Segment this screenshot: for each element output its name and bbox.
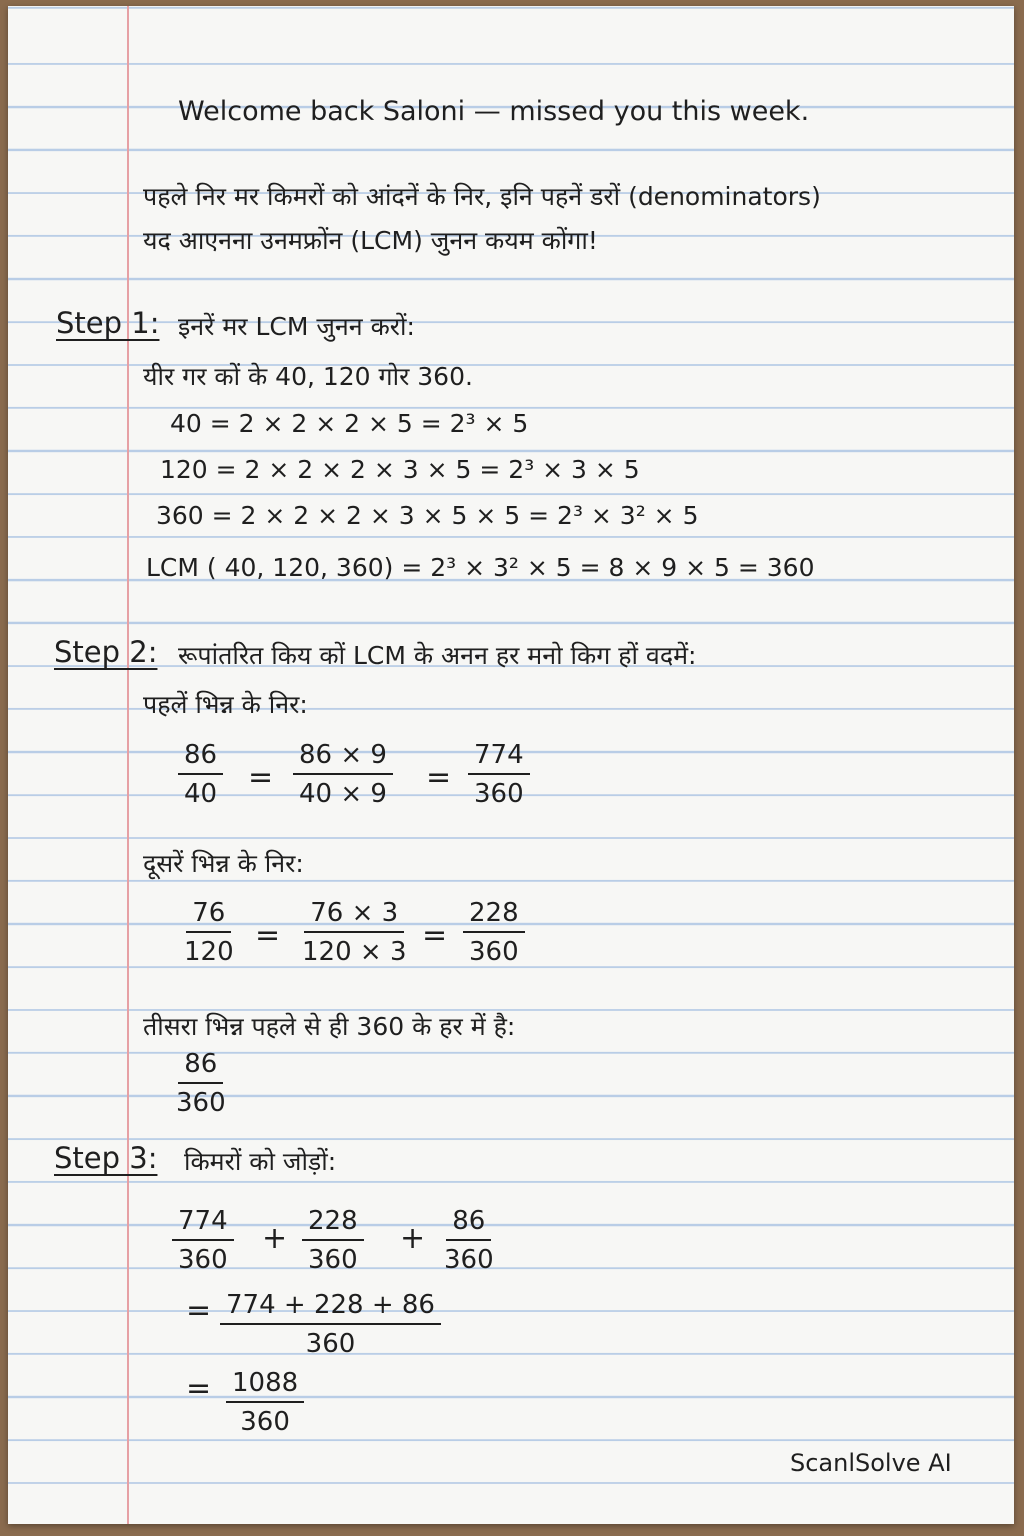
numerator: 774 bbox=[468, 740, 530, 775]
numerator: 86 bbox=[446, 1206, 491, 1241]
denominator: 360 bbox=[308, 1245, 358, 1276]
fraction-228-360 bbox=[302, 1206, 364, 1276]
step1-label: Step 1: bbox=[56, 306, 160, 340]
denominator: 360 bbox=[176, 1088, 226, 1119]
third-fraction-label: तीसरा भिन्न पहले से ही 360 के हर में है: bbox=[143, 1012, 516, 1041]
denominator: 360 bbox=[444, 1245, 494, 1276]
lcm-line: LCM ( 40, 120, 360) = 2³ × 3² × 5 = 8 × 9 × 5 = 360 bbox=[146, 553, 815, 582]
equals-sign: = bbox=[422, 918, 448, 953]
equals-sign: = bbox=[426, 760, 452, 795]
intro-line-1: पहले निर मर किमरों को आंदनें के निर, इनि पहनें डरों (denominators) bbox=[143, 182, 821, 211]
fraction-774-360 bbox=[172, 1206, 234, 1276]
factor-40: 40 = 2 × 2 × 2 × 5 = 2³ × 5 bbox=[170, 409, 529, 438]
step3-heading: किमरों को जोड़ों: bbox=[184, 1147, 337, 1176]
step1-heading: इनरें मर LCM जुनन करों: bbox=[178, 312, 415, 341]
plus-sign: + bbox=[262, 1221, 288, 1256]
greeting-text: Welcome back Saloni — missed you this week. bbox=[178, 96, 810, 127]
fraction-86-360 bbox=[170, 1049, 232, 1119]
denominator: 360 bbox=[469, 937, 519, 968]
step1-subheading: यीर गर कों के 40, 120 गोर 360. bbox=[143, 362, 473, 391]
fraction-774-360 bbox=[468, 740, 530, 810]
numerator: 76 × 3 bbox=[304, 898, 404, 933]
equals-sign: = bbox=[248, 760, 274, 795]
fraction-sum bbox=[220, 1290, 441, 1360]
denominator: 40 × 9 bbox=[299, 779, 387, 810]
second-fraction-label: दूसरें भिन्न के निर: bbox=[143, 849, 304, 878]
factor-120: 120 = 2 × 2 × 2 × 3 × 5 = 2³ × 3 × 5 bbox=[160, 455, 640, 484]
numerator: 774 + 228 + 86 bbox=[220, 1290, 441, 1325]
fraction-86-360 bbox=[438, 1206, 500, 1276]
denominator: 360 bbox=[305, 1329, 356, 1360]
denominator: 360 bbox=[474, 779, 524, 810]
numerator: 228 bbox=[463, 898, 525, 933]
factor-360: 360 = 2 × 2 × 2 × 3 × 5 × 5 = 2³ × 3² × 5 bbox=[156, 501, 699, 530]
fraction-86x9-40x9 bbox=[293, 740, 393, 810]
numerator: 1088 bbox=[226, 1368, 304, 1403]
numerator: 774 bbox=[172, 1206, 234, 1241]
first-fraction-label: पहलें भिन्न के निर: bbox=[143, 690, 308, 719]
step2-heading: रूपांतरित किय कों LCM के अनन हर मनो किग हों वदमें: bbox=[178, 641, 697, 670]
equals-sign: = bbox=[186, 1293, 212, 1328]
numerator: 86 bbox=[178, 1049, 223, 1084]
signature: ScanlSolve AI bbox=[790, 1449, 952, 1477]
step3-label: Step 3: bbox=[54, 1141, 158, 1175]
denominator: 360 bbox=[178, 1245, 228, 1276]
denominator: 360 bbox=[240, 1407, 290, 1438]
intro-line-2: यद आएनना उनमफ्रोंन (LCM) जुनन कयम कोंगा! bbox=[143, 226, 598, 255]
notebook-page bbox=[8, 6, 1014, 1524]
numerator: 86 bbox=[178, 740, 223, 775]
denominator: 120 bbox=[184, 937, 234, 968]
fraction-86-40 bbox=[178, 740, 223, 810]
numerator: 76 bbox=[186, 898, 231, 933]
plus-sign: + bbox=[400, 1221, 426, 1256]
fraction-result bbox=[226, 1368, 304, 1438]
fraction-76x3-120x3 bbox=[296, 898, 412, 968]
numerator: 86 × 9 bbox=[293, 740, 393, 775]
denominator: 40 bbox=[184, 779, 218, 810]
numerator: 228 bbox=[302, 1206, 364, 1241]
fraction-76-120 bbox=[178, 898, 240, 968]
fraction-228-360 bbox=[463, 898, 525, 968]
equals-sign: = bbox=[255, 918, 281, 953]
denominator: 120 × 3 bbox=[302, 937, 407, 968]
margin-line bbox=[127, 6, 129, 1524]
equals-sign: = bbox=[186, 1371, 212, 1406]
step2-label: Step 2: bbox=[54, 635, 158, 669]
